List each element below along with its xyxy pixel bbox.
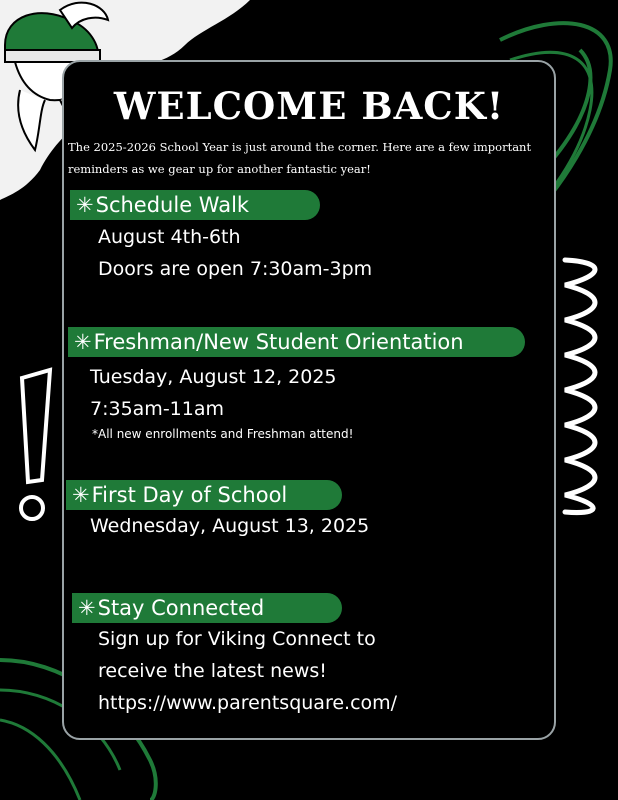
star-icon: ✳ xyxy=(74,330,92,354)
schedule-walk-dates: August 4th-6th xyxy=(98,226,241,248)
intro-text: The 2025-2026 School Year is just around the corner. Here are a few important reminders as we gear up for another fantastic year! xyxy=(68,140,532,176)
stay-connected-line-1: Sign up for Viking Connect to xyxy=(98,628,376,650)
orientation-time: 7:35am-11am xyxy=(90,398,225,420)
star-icon: ✳ xyxy=(72,483,90,507)
page-title: WELCOME BACK! xyxy=(113,84,505,128)
section-heading-orientation: ✳Freshman/New Student Orientation xyxy=(68,327,525,357)
star-icon: ✳ xyxy=(78,596,96,620)
orientation-note: *All new enrollments and Freshman attend! xyxy=(92,427,354,441)
first-day-date: Wednesday, August 13, 2025 xyxy=(90,515,370,537)
parentsquare-link[interactable]: https://www.parentsquare.com/ xyxy=(98,692,398,714)
orientation-date: Tuesday, August 12, 2025 xyxy=(90,366,337,388)
schedule-walk-hours: Doors are open 7:30am-3pm xyxy=(98,258,373,280)
stay-connected-line-2: receive the latest news! xyxy=(98,660,327,682)
section-heading-schedule-walk: ✳Schedule Walk xyxy=(70,190,320,220)
section-heading-stay-connected: ✳Stay Connected xyxy=(72,593,342,623)
section-heading-first-day: ✳First Day of School xyxy=(66,480,342,510)
star-icon: ✳ xyxy=(76,193,94,217)
